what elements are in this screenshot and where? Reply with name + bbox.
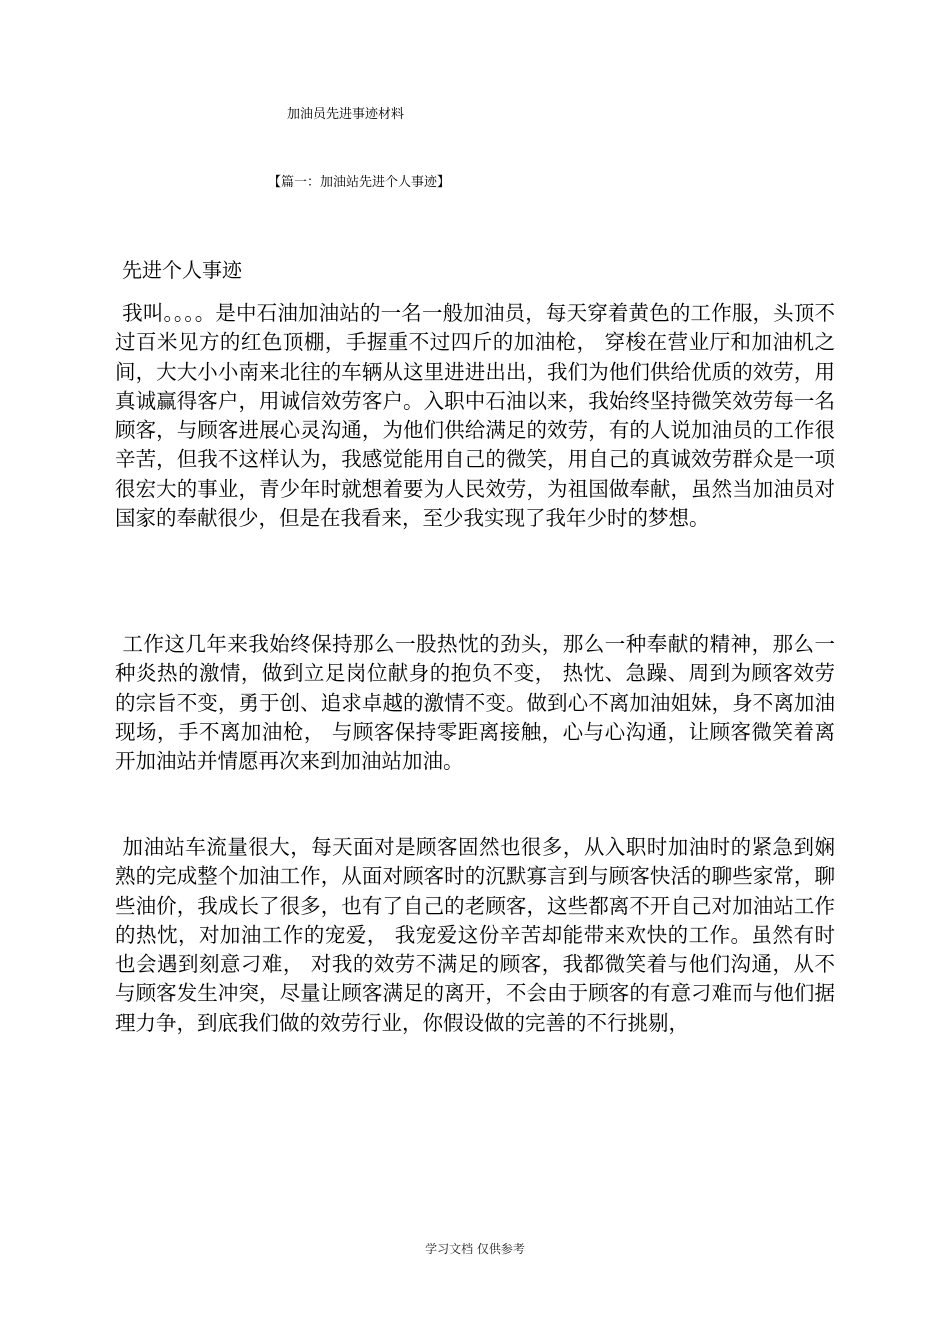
section-heading: 【篇一：加油站先进个人事迹】 xyxy=(268,175,451,190)
sub-heading: 先进个人事迹 xyxy=(122,258,242,282)
paragraph-2-text: 工作这几年来我始终保持那么一股热忱的劲头，那么一种奉献的精神，那么一种炎热的激情，做到立足岗位献身的抱负不变， 热忱、急躁、周到为顾客效劳的宗旨不变，勇于创、追求卓越的激情不变。做到心不离加油姐妹，身不离加油现场，手不离加油枪， 与顾客保持零距离接触，心与心沟通，让顾客微笑着离开加油站并情愿再次来到加油站加油。 xyxy=(115,632,835,774)
paragraph-3 xyxy=(115,833,835,1038)
document-title: 加油员先进事迹材料 xyxy=(287,107,405,122)
paragraph-1-text: 我叫。。。。是中石油加油站的一名一般加油员，每天穿着黄色的工作服，头顶不过百米见方的红色顶棚，手握重不过四斤的加油枪， 穿梭在营业厅和加油机之间，大大小小南来北往的车辆从这里进进出出，我们为他们供给优质的效劳，用真诚赢得客户，用诚信效劳客户。入职中石油以来，我始终坚持微笑效劳每一名顾客，与顾客进展心灵沟通，为他们供给满足的效劳，有的人说加油员的工作很辛苦，但我不这样认为，我感觉能用自己的微笑，用自己的真诚效劳群众是一项很宏大的事业，青少年时就想着要为人民效劳，为祖国做奉献，虽然当加油员对国家的奉献很少，但是在我看来，至少我实现了我年少时的梦想。 xyxy=(115,301,835,531)
page-footer: 学习文档 仅供参考 xyxy=(425,1242,525,1256)
paragraph-3-text: 加油站车流量很大，每天面对是顾客固然也很多，从入职时加油时的紧急到娴熟的完成整个加油工作，从面对顾客时的沉默寡言到与顾客快活的聊些家常，聊些油价，我成长了很多，也有了自己的老顾客，这些都离不开自己对加油站工作的热忱，对加油工作的宠爱， 我宠爱这份辛苦却能带来欢快的工作。虽然有时也会遇到刻意刁难， 对我的效劳不满足的顾客，我都微笑着与他们沟通，从不与顾客发生冲突，尽量让顾客满足的离开，不会由于顾客的有意刁难而与他们据理力争，到底我们做的效劳行业，你假设做的完善的不行挑剔， xyxy=(115,835,835,1035)
paragraph-1 xyxy=(115,299,835,533)
paragraph-2 xyxy=(115,630,835,776)
